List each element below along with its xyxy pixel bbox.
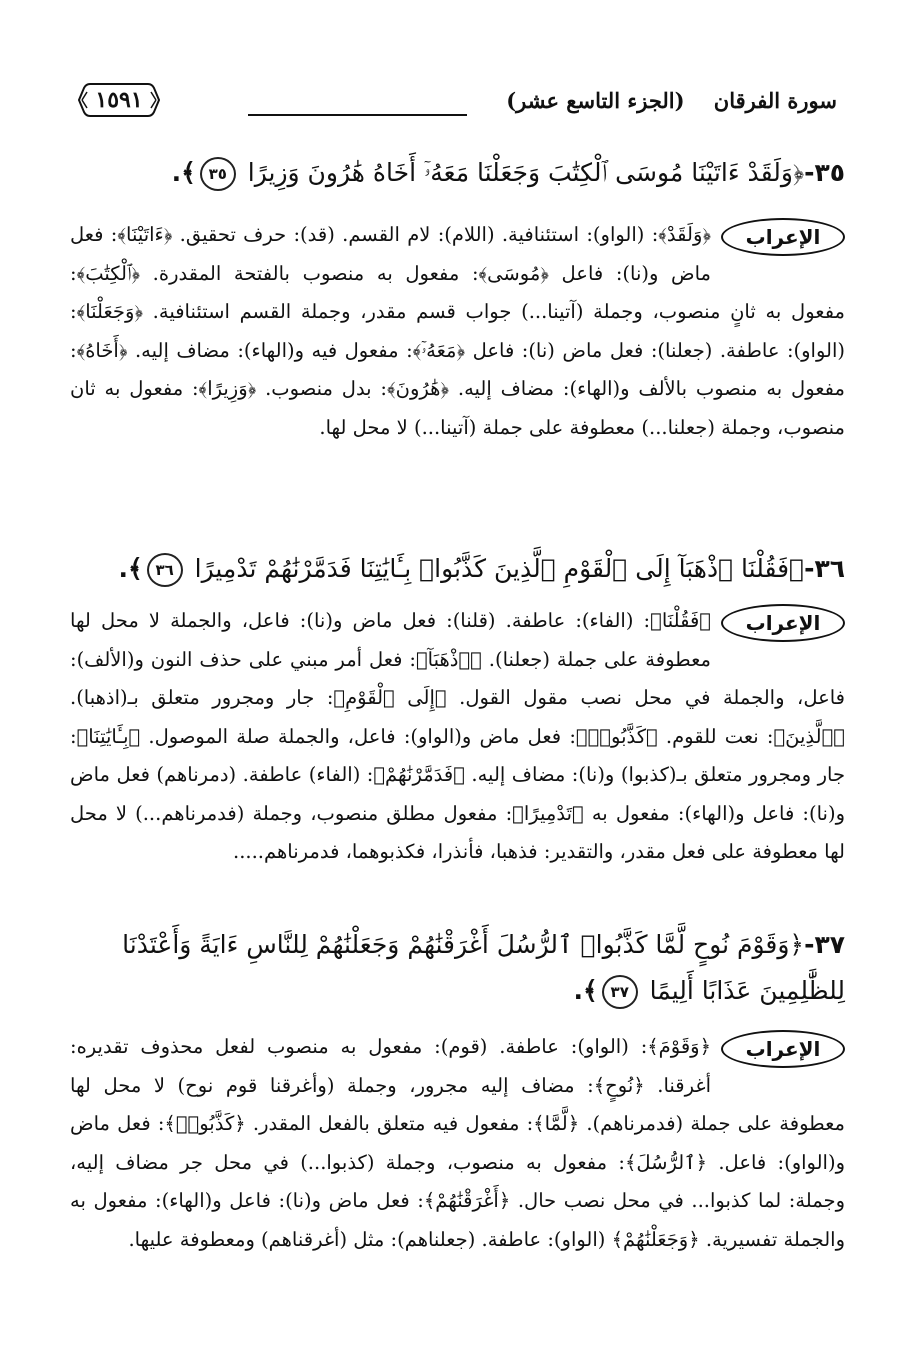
verse-text: ﴿وَقَوْمَ نُوحٍ لَّمَّا كَذَّبُوا۟ ٱلرُّسُلَ أَغْرَقْنَٰهُمْ وَجَعَلْنَٰهُمْ لِلنَّاسِ ءَايَةً وَأَعْتَدْنَا لِلظَّٰلِمِينَ عَذَابًا أَلِيمًا	[122, 930, 845, 1005]
surah-name: سورة الفرقان	[713, 88, 837, 113]
verse-number: ٣٥-	[804, 158, 845, 187]
verse-35: ٣٥-﴿وَلَقَدْ ءَاتَيْنَا مُوسَى ٱلْكِتَٰبَ وَجَعَلْنَا مَعَهُۥٓ أَخَاهُ هَٰرُونَ وَزِيرًا ٣٥﴾.	[70, 150, 845, 196]
verse-37: ٣٧-﴿وَقَوْمَ نُوحٍ لَّمَّا كَذَّبُوا۟ ٱلرُّسُلَ أَغْرَقْنَٰهُمْ وَجَعَلْنَٰهُمْ لِلنَّاسِ ءَايَةً وَأَعْتَدْنَا لِلظَّٰلِمِينَ عَذَابًا أَلِيمًا ٣٧﴾.	[70, 922, 845, 1014]
juz-name: (الجزء التاسع عشر)	[506, 88, 685, 113]
irab-text: ﴿وَقَوْمَ﴾: (الواو): عاطفة. (قوم): مفعول به منصوب لفعل محذوف تقديره: أغرقنا. ﴿نُوحٍ﴾: مضاف إليه مجرور، وجملة (وأغرقنا قوم نوح) لا محل لها معطوفة على جملة (فدمرناهم). ﴿لَّمَّا﴾: مفعول فيه متعلق بالفعل المقدر. ﴿كَذَّبُوا۟﴾: فعل ماض و(الواو): فاعل. ﴿ٱلرُّسُلَ﴾: مفعول به منصوب، وجملة (كذبوا...) في محل جر مضاف إليه، وجملة: لما كذبوا... في محل نصب حال. ﴿أَغْرَقْنَٰهُمْ﴾: فعل ماض و(نا): فاعل و(الهاء): مفعول به والجملة تفسيرية. ﴿وَجَعَلْنَٰهُمْ﴾ (الواو): عاطفة. (جعلناهم): مثل (أغرقناهم) ومعطوفة عليها.	[70, 1035, 845, 1251]
header-rule	[248, 114, 467, 116]
irab-label: الإعراب	[721, 1030, 845, 1068]
irab-text: ﴿وَلَقَدْ﴾: (الواو): استئنافية. (اللام): لام القسم. (قد): حرف تحقيق. ﴿ءَاتَيْنَا﴾: فعل ماض و(نا): فاعل ﴿مُوسَى﴾: مفعول به منصوب بالفتحة المقدرة. ﴿ٱلْكِتَٰبَ﴾: مفعول به ثانٍ منصوب، وجملة (آتينا...) جواب قسم مقدر، وجملة القسم استئنافية. ﴿وَجَعَلْنَا﴾: (الواو): عاطفة. (جعلنا): فعل ماض (نا): فاعل ﴿مَعَهُۥٓ﴾: مفعول فيه و(الهاء): مضاف إليه. ﴿أَخَاهُ﴾: مفعول به منصوب بالألف و(الهاء): مضاف إليه. ﴿هَٰرُونَ﴾: بدل منصوب. ﴿وَزِيرًا﴾: مفعول به ثان منصوب، وجملة (جعلنا...) معطوفة على جملة (آتينا...) لا محل لها.	[70, 223, 845, 439]
running-head	[506, 88, 837, 113]
ayah-end-marker: ٣٥	[200, 157, 236, 191]
verse-text: ﴿فَقُلْنَا ٱذْهَبَآ إِلَى ٱلْقَوْمِ ٱلَّذِينَ كَذَّبُوا۟ بِـَٔايَٰتِنَا فَدَمَّرْنَٰهُمْ تَدْمِيرًا	[194, 554, 805, 583]
page-number: ١٥٩١	[95, 87, 143, 113]
irab-text: ﴿فَقُلْنَا﴾: (الفاء): عاطفة. (قلنا): فعل ماض و(نا): فاعل، والجملة لا محل لها معطوفة على جملة (جعلنا). ﴿ٱذْهَبَآ﴾: فعل أمر مبني على حذف النون و(الألف): فاعل، والجملة في محل نصب مقول القول. ﴿إِلَى ٱلْقَوْمِ﴾: جار ومجرور متعلق بـ(اذهبا). ﴿ٱلَّذِينَ﴾: نعت للقوم. ﴿كَذَّبُوا۟﴾: فعل ماض و(الواو): فاعل، والجملة صلة الموصول. ﴿بِـَٔايَٰتِنَا﴾: جار ومجرور متعلق بـ(كذبوا) و(نا): مضاف إليه. ﴿فَدَمَّرْنَٰهُمْ﴾: (الفاء) عاطفة. (دمرناهم) فعل ماض و(نا): فاعل و(الهاء): مفعول به ﴿تَدْمِيرًا﴾: مفعول مطلق منصوب، وجملة (فدمرناهم...) لا محل لها معطوفة على فعل مقدر، والتقدير: فذهبا، فأنذرا، فكذبوهما، فدمرناهم.....	[70, 609, 845, 863]
irab-block-36	[70, 602, 845, 872]
irab-block-37	[70, 1028, 845, 1259]
irab-label: الإعراب	[721, 604, 845, 642]
verse-number: ٣٧-	[804, 930, 845, 959]
verse-text: ﴿وَلَقَدْ ءَاتَيْنَا مُوسَى ٱلْكِتَٰبَ وَجَعَلْنَا مَعَهُۥٓ أَخَاهُ هَٰرُونَ وَزِيرًا	[247, 158, 805, 187]
ayah-end-marker: ٣٦	[147, 553, 183, 587]
irab-label: الإعراب	[721, 218, 845, 256]
verse-number: ٣٦-	[804, 554, 845, 583]
verse-36: ٣٦-﴿فَقُلْنَا ٱذْهَبَآ إِلَى ٱلْقَوْمِ ٱلَّذِينَ كَذَّبُوا۟ بِـَٔايَٰتِنَا فَدَمَّرْنَٰهُمْ تَدْمِيرًا ٣٦﴾.	[70, 546, 845, 592]
page-number-frame	[78, 82, 160, 118]
irab-block-35	[70, 216, 845, 447]
page-header	[78, 82, 837, 126]
ayah-end-marker: ٣٧	[602, 975, 638, 1009]
